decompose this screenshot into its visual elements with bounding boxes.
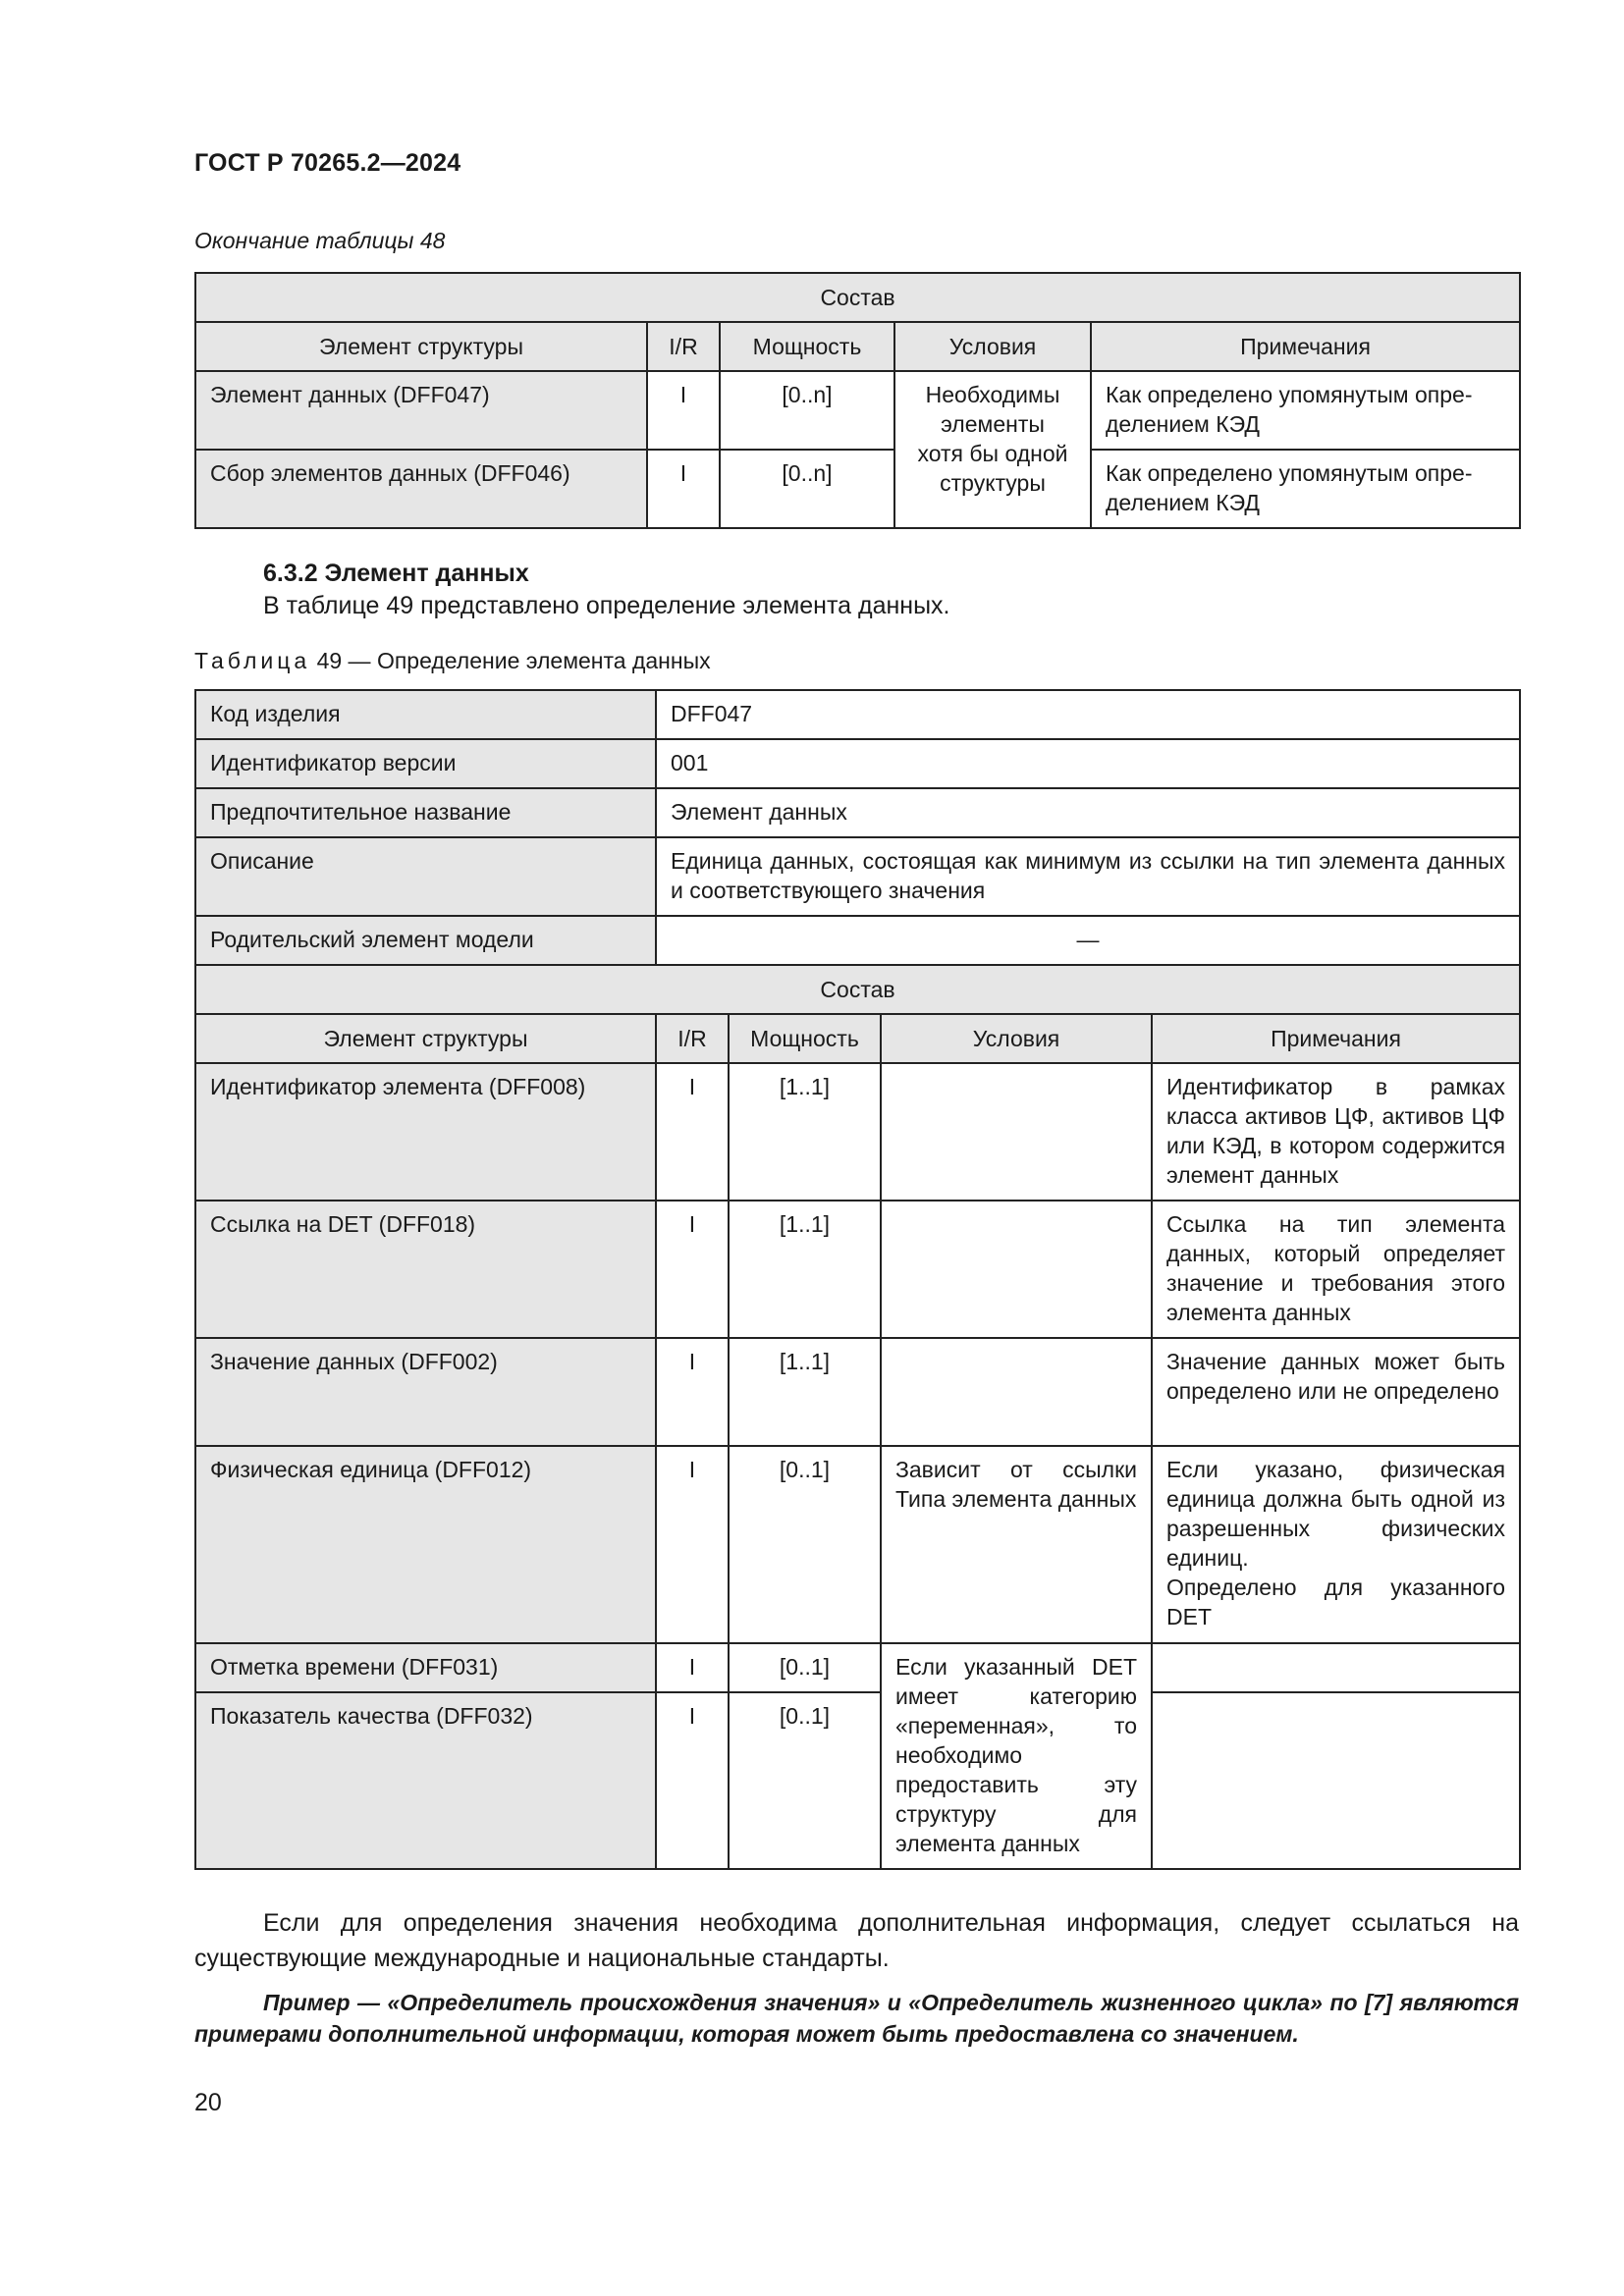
condition-line: хотя бы одной bbox=[917, 441, 1068, 466]
page-number: 20 bbox=[194, 2089, 222, 2116]
table-caption-title: 49 — Определение элемента данных bbox=[316, 648, 711, 673]
note-line: делением КЭД bbox=[1106, 490, 1260, 515]
col-header-element: Элемент структуры bbox=[195, 1014, 656, 1063]
shared-condition-cell bbox=[894, 371, 1091, 528]
note-value: Если указано, физическая единица должна быть одной из разрешенных физических единиц. bbox=[1166, 1457, 1506, 1571]
ir-value: I bbox=[656, 1063, 729, 1201]
power-value: [1..1] bbox=[729, 1338, 881, 1446]
note-line: Как определено упомянутым опре- bbox=[1106, 460, 1473, 486]
ir-value: I bbox=[656, 1201, 729, 1338]
condition-value bbox=[881, 1063, 1152, 1201]
table-48-continuation bbox=[194, 272, 1521, 529]
property-label: Описание bbox=[195, 837, 656, 916]
property-row bbox=[195, 837, 1520, 916]
ir-value: I bbox=[656, 1692, 729, 1869]
note-cell bbox=[1091, 450, 1520, 528]
property-label: Идентификатор версии bbox=[195, 739, 656, 788]
property-value: 001 bbox=[656, 739, 1520, 788]
table-row bbox=[195, 1338, 1520, 1446]
condition-line: Необходимы bbox=[925, 382, 1060, 407]
ir-value: I bbox=[656, 1338, 729, 1446]
structure-element-name: Элемент данных (DFF047) bbox=[195, 371, 647, 450]
ir-value: I bbox=[647, 450, 720, 528]
ir-value: I bbox=[656, 1446, 729, 1643]
property-label: Предпочтительное название bbox=[195, 788, 656, 837]
col-header-element: Элемент структуры bbox=[195, 322, 647, 371]
note-value: Значение данных может быть определено или не определено bbox=[1152, 1338, 1520, 1446]
structure-element-name: Отметка времени (DFF031) bbox=[195, 1643, 656, 1692]
power-value: [0..n] bbox=[720, 371, 894, 450]
power-value: [1..1] bbox=[729, 1201, 881, 1338]
composition-header: Состав bbox=[195, 965, 1520, 1014]
document-id-header: ГОСТ Р 70265.2—2024 bbox=[194, 149, 461, 177]
table-row bbox=[195, 1063, 1520, 1201]
table-row bbox=[195, 1643, 1520, 1692]
power-value: [0..1] bbox=[729, 1692, 881, 1869]
property-value: — bbox=[656, 916, 1520, 965]
structure-element-name: Сбор элементов данных (DFF046) bbox=[195, 450, 647, 528]
condition-value: Зависит от ссылки Типа элемента данных bbox=[881, 1446, 1152, 1643]
property-row bbox=[195, 916, 1520, 965]
col-header-conditions: Условия bbox=[881, 1014, 1152, 1063]
note-value: Идентификатор в рамках класса активов ЦФ, активов ЦФ или КЭД, в котором содержится элемент данных bbox=[1152, 1063, 1520, 1201]
property-row bbox=[195, 739, 1520, 788]
table-row bbox=[195, 1692, 1520, 1869]
ir-value: I bbox=[647, 371, 720, 450]
table-caption-prefix: Таблица bbox=[194, 648, 311, 673]
power-value: [0..n] bbox=[720, 450, 894, 528]
power-value: [0..1] bbox=[729, 1446, 881, 1643]
col-header-ir: I/R bbox=[647, 322, 720, 371]
shared-condition-cell: Если указанный DET имеет категорию «переменная», то необходимо предоставить эту структуру для элемента данных bbox=[881, 1643, 1152, 1869]
table-49 bbox=[194, 689, 1521, 1870]
note-value-extra: Определено для указанного DET bbox=[1166, 1575, 1506, 1629]
condition-value bbox=[881, 1201, 1152, 1338]
power-value: [1..1] bbox=[729, 1063, 881, 1201]
property-label: Код изделия bbox=[195, 690, 656, 739]
property-row bbox=[195, 788, 1520, 837]
property-value: Единица данных, состоящая как минимум из ссылки на тип элемента данных и соответствующего значения bbox=[656, 837, 1520, 916]
note-value: Ссылка на тип элемента данных, который определяет значение и требования этого элемента данных bbox=[1152, 1201, 1520, 1338]
condition-value bbox=[881, 1338, 1152, 1446]
section-intro-text: В таблице 49 представлено определение элемента данных. bbox=[263, 592, 950, 619]
col-header-conditions: Условия bbox=[894, 322, 1091, 371]
table-49-caption bbox=[194, 648, 711, 674]
table-row bbox=[195, 1446, 1520, 1643]
col-header-ir: I/R bbox=[656, 1014, 729, 1063]
table-continuation-caption: Окончание таблицы 48 bbox=[194, 228, 446, 253]
note-cell bbox=[1152, 1446, 1520, 1643]
col-header-power: Мощность bbox=[729, 1014, 881, 1063]
property-value: DFF047 bbox=[656, 690, 1520, 739]
note-line: Как определено упомянутым опре- bbox=[1106, 382, 1473, 407]
structure-element-name: Показатель качества (DFF032) bbox=[195, 1692, 656, 1869]
property-value: Элемент данных bbox=[656, 788, 1520, 837]
table-row bbox=[195, 1201, 1520, 1338]
paragraph-after-table: Если для определения значения необходима дополнительная информация, следует ссылаться на существующие международные и национальные стандарты. bbox=[194, 1909, 1519, 1972]
note-value bbox=[1152, 1643, 1520, 1692]
condition-line: элементы bbox=[941, 411, 1045, 437]
property-row bbox=[195, 690, 1520, 739]
table-row bbox=[195, 450, 1520, 528]
table-row bbox=[195, 371, 1520, 450]
col-header-notes: Примечания bbox=[1091, 322, 1520, 371]
structure-element-name: Значение данных (DFF002) bbox=[195, 1338, 656, 1446]
note-cell bbox=[1091, 371, 1520, 450]
section-title: 6.3.2 Элемент данных bbox=[263, 560, 529, 587]
ir-value: I bbox=[656, 1643, 729, 1692]
condition-line: структуры bbox=[940, 470, 1046, 496]
structure-element-name: Ссылка на DET (DFF018) bbox=[195, 1201, 656, 1338]
composition-header: Состав bbox=[195, 273, 1520, 322]
note-line: делением КЭД bbox=[1106, 411, 1260, 437]
col-header-notes: Примечания bbox=[1152, 1014, 1520, 1063]
property-label: Родительский элемент модели bbox=[195, 916, 656, 965]
col-header-power: Мощность bbox=[720, 322, 894, 371]
example-note: Пример — «Определитель происхождения значения» и «Определитель жизненного цикла» по [7] являются примерами дополнительной информации, которая может быть предоставлена со значением. bbox=[194, 1990, 1519, 2047]
structure-element-name: Идентификатор элемента (DFF008) bbox=[195, 1063, 656, 1201]
power-value: [0..1] bbox=[729, 1643, 881, 1692]
note-value bbox=[1152, 1692, 1520, 1869]
structure-element-name: Физическая единица (DFF012) bbox=[195, 1446, 656, 1643]
